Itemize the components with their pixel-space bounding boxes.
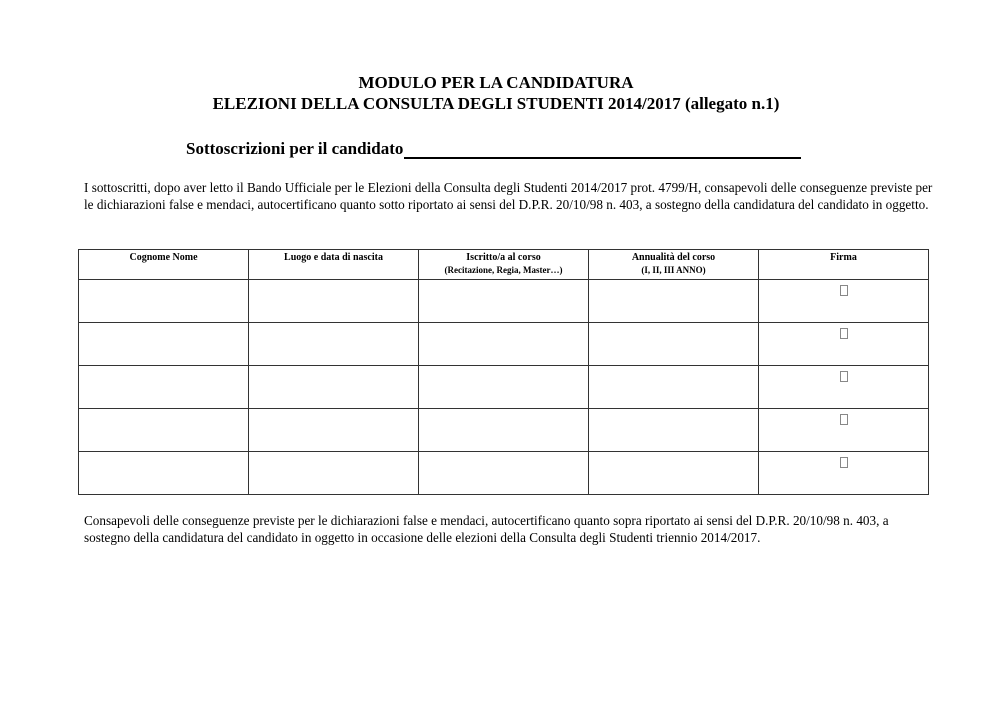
table-row	[79, 323, 929, 366]
cell-course[interactable]	[419, 452, 589, 495]
table-row	[79, 452, 929, 495]
subscriptions-heading	[186, 139, 801, 159]
cell-course[interactable]	[419, 366, 589, 409]
cell-signature[interactable]	[759, 366, 929, 409]
cell-name[interactable]	[79, 366, 249, 409]
cell-year[interactable]	[589, 452, 759, 495]
cell-name[interactable]	[79, 280, 249, 323]
cell-birth[interactable]	[249, 366, 419, 409]
cell-name[interactable]	[79, 409, 249, 452]
cell-year[interactable]	[589, 280, 759, 323]
table-row	[79, 409, 929, 452]
candidate-name-line[interactable]	[404, 141, 801, 159]
column-header-birth	[249, 250, 419, 280]
cell-year[interactable]	[589, 323, 759, 366]
signature-checkbox-icon	[840, 457, 848, 468]
table-header-row	[79, 250, 929, 280]
column-header-course	[419, 250, 589, 280]
cell-course[interactable]	[419, 280, 589, 323]
signature-checkbox-icon	[840, 414, 848, 425]
column-header-signature	[759, 250, 929, 280]
table-row	[79, 366, 929, 409]
signatures-table-body	[79, 280, 929, 495]
cell-birth[interactable]	[249, 452, 419, 495]
column-header-year	[589, 250, 759, 280]
column-header-sublabel: (I, II, III ANNO)	[641, 265, 706, 275]
cell-name[interactable]	[79, 452, 249, 495]
cell-name[interactable]	[79, 323, 249, 366]
cell-signature[interactable]	[759, 323, 929, 366]
form-title: MODULO PER LA CANDIDATURA	[358, 73, 634, 92]
column-header-label: Cognome Nome	[129, 252, 198, 263]
form-subtitle: ELEZIONI DELLA CONSULTA DEGLI STUDENTI 2014/2017 (allegato n.1)	[212, 94, 780, 113]
closing-paragraph: Consapevoli delle conseguenze previste per le dichiarazioni false e mendaci, autocertificano quanto sopra riportato ai sensi del D.P.R. 20/10/98 n. 403, a sostegno della candidatura del candidato in oggetto in occasione delle elezioni della Consulta degli Studenti triennio 2014/2017.	[84, 513, 889, 545]
column-header-label: Luogo e data di nascita	[284, 252, 383, 263]
signature-checkbox-icon	[840, 371, 848, 382]
table-row	[79, 280, 929, 323]
cell-course[interactable]	[419, 409, 589, 452]
cell-year[interactable]	[589, 366, 759, 409]
signature-checkbox-icon	[840, 285, 848, 296]
column-header-sublabel: (Recitazione, Regia, Master…)	[444, 265, 563, 275]
signatures-table	[78, 249, 929, 495]
cell-course[interactable]	[419, 323, 589, 366]
cell-birth[interactable]	[249, 323, 419, 366]
subscriptions-label: Sottoscrizioni per il candidato	[186, 139, 404, 158]
cell-signature[interactable]	[759, 280, 929, 323]
cell-birth[interactable]	[249, 409, 419, 452]
column-header-label: Annualità del corso	[631, 252, 716, 263]
column-header-name	[79, 250, 249, 280]
intro-paragraph: I sottoscritti, dopo aver letto il Bando Ufficiale per le Elezioni della Consulta degli Studenti 2014/2017 prot. 4799/H, consapevoli delle conseguenze previste per le dichiarazioni false e mendaci, autocertificano quanto sotto riportato ai sensi del D.P.R. 20/10/98 n. 403, a sostegno della candidatura del candidato in oggetto.	[84, 180, 933, 212]
cell-signature[interactable]	[759, 409, 929, 452]
cell-year[interactable]	[589, 409, 759, 452]
cell-birth[interactable]	[249, 280, 419, 323]
column-header-label: Iscritto/a al corso	[466, 252, 541, 263]
column-header-label: Firma	[830, 252, 857, 263]
cell-signature[interactable]	[759, 452, 929, 495]
signature-checkbox-icon	[840, 328, 848, 339]
